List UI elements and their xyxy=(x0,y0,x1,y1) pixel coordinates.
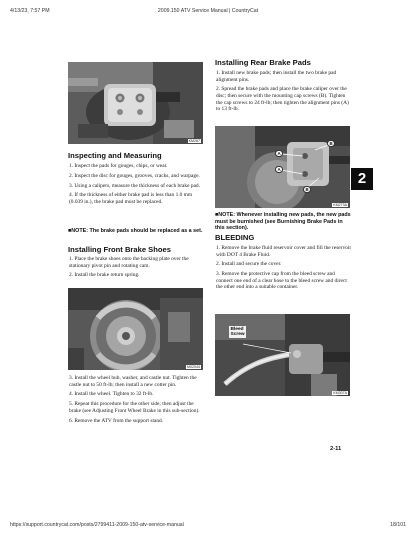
front-shoes-step: 2. Install the brake return spring. xyxy=(69,272,140,279)
callout-bleed-screw: Bleed Screw xyxy=(230,326,245,337)
print-datetime: 4/13/23, 7:57 PM xyxy=(10,8,50,14)
inspecting-steps xyxy=(68,163,205,209)
front-shoes-step: 3. Install the wheel hub, washer, and castle nut. Tighten the castle nut to 50 ft-lb; then install a new cotter pin. xyxy=(69,375,197,388)
inspecting-step: 3. Using a calipers, measure the thickness of each brake pad. xyxy=(69,182,200,189)
figure-code: KM267 xyxy=(188,139,200,143)
callout-a-top: A xyxy=(275,150,283,157)
inspecting-step: 4. If the thickness of either brake pad is less than 1.0 mm (0.039 in.), the brake pad must be replaced. xyxy=(69,192,193,205)
section-title-inspecting: Inspecting and Measuring xyxy=(68,151,162,160)
front-shoes-step: 5. Repeat this procedure for the other side; then adjust the brake (see Adjusting Front Wheel Brake in this sub-section). xyxy=(69,401,200,414)
front-shoes-steps-a xyxy=(68,256,205,282)
front-shoes-step: 6. Remove the ATV from the support stand. xyxy=(69,417,164,424)
photo-bleed-screw xyxy=(215,314,350,396)
inspecting-step: 2. Inspect the disc for gouges, grooves, cracks, and warpage. xyxy=(69,172,200,179)
section-title-front-shoes: Installing Front Brake Shoes xyxy=(68,245,171,254)
front-shoes-step: 1. Place the brake shoes onto the backing plate over the stationary pivot pin and rotating cam. xyxy=(69,256,189,269)
print-url[interactable]: https://support.countrycat.com/posts/2799411-2009-150-atv-service-manual xyxy=(10,522,184,528)
bleeding-step: 2. Install and secure the cover. xyxy=(216,261,282,268)
callout-b-top: B xyxy=(327,140,335,147)
front-shoes-steps-b xyxy=(68,375,205,427)
chapter-tab: 2 xyxy=(351,168,373,190)
bleeding-step: 1. Remove the brake fluid reservoir cover and fill the reservoir with DOT 4 Brake Fluid. xyxy=(216,245,352,258)
bleeding-step: 3. Remove the protective cap from the bleed screw and connect one end of a clear hose to the bleed screw and direct the other end into a suitable container. xyxy=(216,271,347,291)
front-shoes-step: 4. Install the wheel. Tighten to 32 ft-lb. xyxy=(69,391,154,398)
figure-code: KM307A xyxy=(333,391,347,395)
rear-pads-step: 2. Spread the brake pads and place the brake caliper over the disc; then secure with the mounting cap screws (B). Tighten the cap screws to 24 ft-lb; then tighten the alignment pins (A) to 13 ft-lb. xyxy=(216,86,349,113)
note-replace-set: ■NOTE: The brake pads should be replaced as a set. xyxy=(68,228,203,234)
note-burnish: ■NOTE: Whenever installing new pads, the new pads must be burnished (see Burnishing Brake Pads in this section). xyxy=(215,212,351,232)
page-number: 2-11 xyxy=(330,446,342,452)
print-page-title: 2009.150 ATV Service Manual | CountryCat xyxy=(157,8,259,14)
callout-a-bottom: A xyxy=(275,166,283,173)
photo-brake-assembly xyxy=(68,62,203,144)
bleeding-steps xyxy=(215,245,352,294)
photo-brake-shoes xyxy=(68,288,203,370)
section-title-bleeding: BLEEDING xyxy=(215,233,255,242)
section-title-rear-pads: Installing Rear Brake Pads xyxy=(215,58,311,67)
rear-pads-step: 1. Install new brake pads; then install the two brake pad alignment pins. xyxy=(216,70,337,83)
photo-rear-caliper xyxy=(215,126,350,208)
figure-code: KM273A xyxy=(333,203,347,207)
figure-code: M02044 xyxy=(187,365,200,369)
print-pager: 18/101 xyxy=(390,522,406,528)
inspecting-step: 1. Inspect the pads for gouges, chips, or wear. xyxy=(69,163,168,169)
rear-pads-steps xyxy=(215,70,352,116)
callout-b-bottom: B xyxy=(303,186,311,193)
